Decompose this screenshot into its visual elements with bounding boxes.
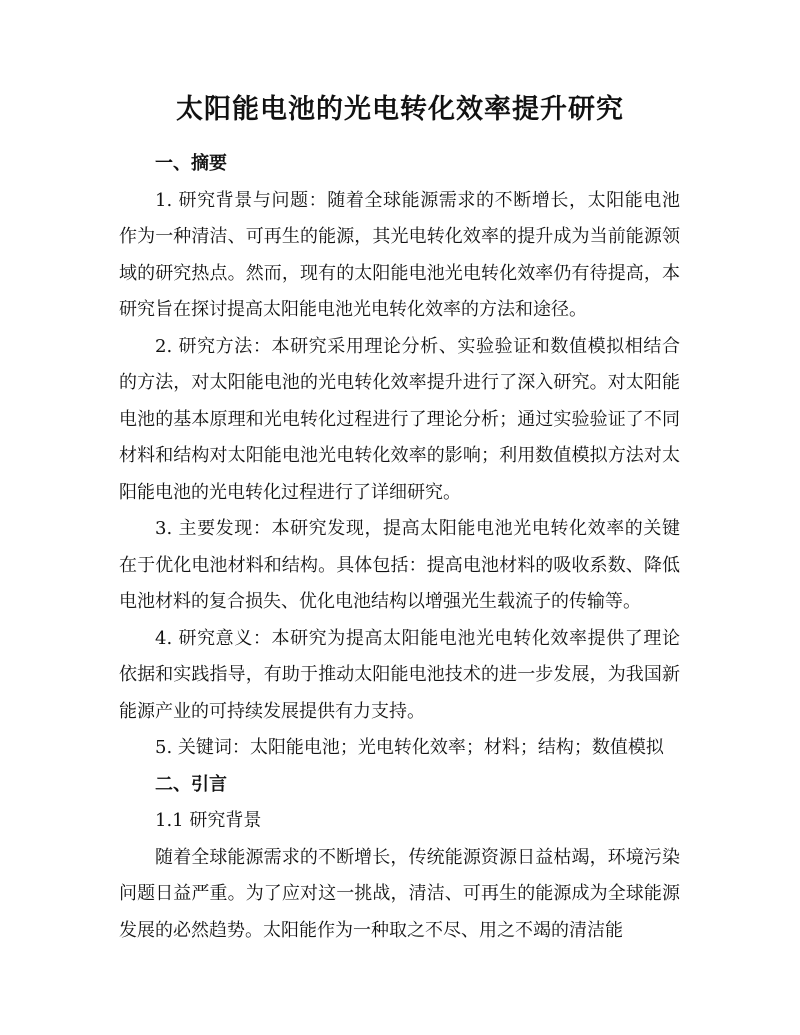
abstract-item-5-keywords: 5. 关键词：太阳能电池；光电转化效率；材料；结构；数值模拟: [155, 737, 664, 758]
document-title: 太阳能电池的光电转化效率提升研究: [176, 94, 624, 125]
section-heading-introduction: 二、引言: [155, 773, 227, 795]
abstract-item-2: 2. 研究方法：本研究采用理论分析、实验验证和数值模拟相结合的方法，对太阳能电池的光电转化效率提升进行了深入研究。对太阳能电池的基本原理和光电转化过程进行了理论分析；通过实验验证了不同材料和结构对太阳能电池光电转化效率的影响；利用数值模拟方法对太阳能电池的光电转化过程进行了详细研究。: [119, 335, 680, 503]
document-body: [119, 146, 680, 949]
abstract-item-3: 3. 主要发现：本研究发现，提高太阳能电池光电转化效率的关键在于优化电池材料和结构。具体包括：提高电池材料的吸收系数、降低电池材料的复合损失、优化电池结构以增强光生载流子的传输等。: [119, 518, 680, 612]
subsection-heading-background: 1.1 研究背景: [155, 810, 262, 831]
section-heading-abstract: 一、摘要: [155, 153, 227, 174]
abstract-item-1: 1. 研究背景与问题：随着全球能源需求的不断增长，太阳能电池作为一种清洁、可再生的能源，其光电转化效率的提升成为当前能源领域的研究热点。然而，现有的太阳能电池光电转化效率仍有待提高，本研究旨在探讨提高太阳能电池光电转化效率的方法和途径。: [119, 189, 680, 320]
intro-paragraph: 随着全球能源需求的不断增长，传统能源资源日益枯竭，环境污染问题日益严重。为了应对这一挑战，清洁、可再生的能源成为全球能源发展的必然趋势。太阳能作为一种取之不尽、用之不竭的清洁能: [119, 846, 680, 941]
abstract-item-4: 4. 研究意义：本研究为提高太阳能电池光电转化效率提供了理论依据和实践指导，有助于推动太阳能电池技术的进一步发展，为我国新能源产业的可持续发展提供有力支持。: [119, 627, 680, 722]
